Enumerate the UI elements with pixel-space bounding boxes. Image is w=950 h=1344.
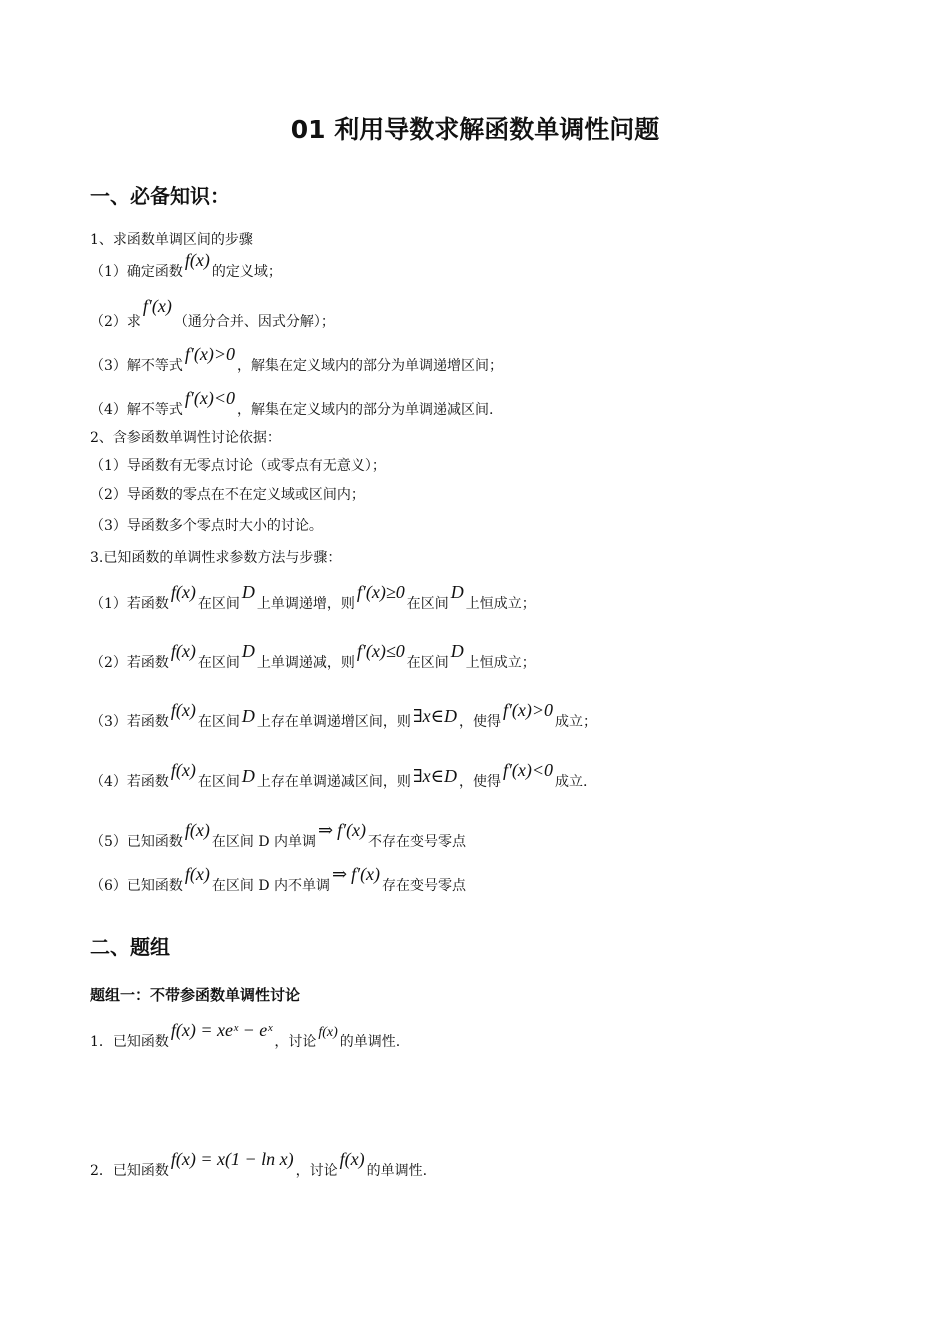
- formula: f(x): [318, 1025, 338, 1040]
- formula: D: [241, 582, 255, 602]
- param-rule-4: （4）若函数f(x)在区间 D 上存在单调递减区间，则 ∃x∈D ，使得f′(x)<0成立.: [90, 760, 588, 790]
- formula: f′(x)<0: [502, 760, 554, 780]
- step-2: （2）求f′(x)（通分合并、因式分解）；: [90, 296, 335, 330]
- param-rule-6: （6）已知函数f(x)在区间 D 内不单调⇒ f′(x)存在变号零点: [90, 864, 467, 894]
- param-rule-1: （1）若函数f(x)在区间D上单调递增，则f′(x)≥0在区间D上恒成立；: [90, 582, 536, 612]
- problem-2: 2．已知函数f(x) = x(1 − ln x)，讨论f(x)的单调性.: [90, 1149, 428, 1179]
- formula: f′(x)<0: [184, 388, 235, 408]
- formula: f′(x): [351, 864, 381, 884]
- formula: f(x) = x(1 − ln x): [170, 1149, 294, 1169]
- step-3: （3）解不等式f′(x)>0，解集在定义域内的部分为单调递增区间；: [90, 344, 503, 374]
- formula: f(x): [184, 250, 210, 270]
- formula: D: [450, 641, 464, 661]
- formula: f′(x)>0: [184, 344, 235, 364]
- list-heading-params: 3.已知函数的单调性求参数方法与步骤：: [90, 550, 342, 566]
- param-rule-5: （5）已知函数f(x)在区间 D 内单调⇒ f′(x)不存在变号零点: [90, 820, 467, 850]
- page-title: 01 利用导数求解函数单调性问题: [290, 115, 660, 144]
- formula: f′(x): [337, 820, 367, 840]
- formula: D: [241, 641, 255, 661]
- formula: f(x): [170, 760, 196, 780]
- formula: f′(x)≥0: [356, 582, 405, 602]
- formula: f(x): [170, 700, 196, 720]
- formula: D: [450, 582, 464, 602]
- section-heading-knowledge: 一、必备知识：: [90, 184, 230, 208]
- section-heading-problems: 二、题组: [90, 935, 170, 959]
- formula: f(x): [339, 1149, 365, 1169]
- formula: ∃x∈D: [412, 766, 457, 786]
- basis-1: （1）导函数有无零点讨论（或零点有无意义）；: [90, 458, 386, 474]
- formula: f(x): [170, 641, 196, 661]
- formula: ∃x∈D: [412, 706, 457, 726]
- formula: f(x) = xeˣ − eˣ: [170, 1020, 273, 1040]
- implies-symbol: ⇒: [332, 864, 348, 884]
- step-1: （1）确定函数f(x)的定义域；: [90, 250, 282, 280]
- formula: f′(x)≤0: [356, 641, 405, 661]
- formula: D: [241, 706, 255, 726]
- basis-2: （2）导函数的零点在不在定义域或区间内；: [90, 487, 365, 503]
- list-heading-basis: 2、含参函数单调性讨论依据：: [90, 430, 281, 446]
- param-rule-2: （2）若函数f(x)在区间D上单调递减，则f′(x)≤0在区间D上恒成立；: [90, 641, 536, 671]
- basis-3: （3）导函数多个零点时大小的讨论。: [90, 518, 323, 534]
- list-heading-steps: 1、求函数单调区间的步骤: [90, 232, 253, 248]
- formula: f(x): [184, 864, 210, 884]
- implies-symbol: ⇒: [318, 820, 334, 840]
- formula: D: [241, 766, 255, 786]
- formula: f(x): [170, 582, 196, 602]
- problem-1: 1．已知函数f(x) = xeˣ − eˣ，讨论f(x)的单调性.: [90, 1020, 401, 1050]
- formula: f′(x)>0: [502, 700, 554, 720]
- group-heading-1: 题组一：不带参函数单调性讨论: [90, 986, 301, 1004]
- step-4: （4）解不等式f′(x)<0，解集在定义域内的部分为单调递减区间.: [90, 388, 494, 418]
- formula: f′(x): [142, 296, 172, 316]
- param-rule-3: （3）若函数f(x)在区间 D 上存在单调递增区间，则 ∃x∈D ，使得f′(x)>0成立；: [90, 700, 598, 730]
- formula: f(x): [184, 820, 210, 840]
